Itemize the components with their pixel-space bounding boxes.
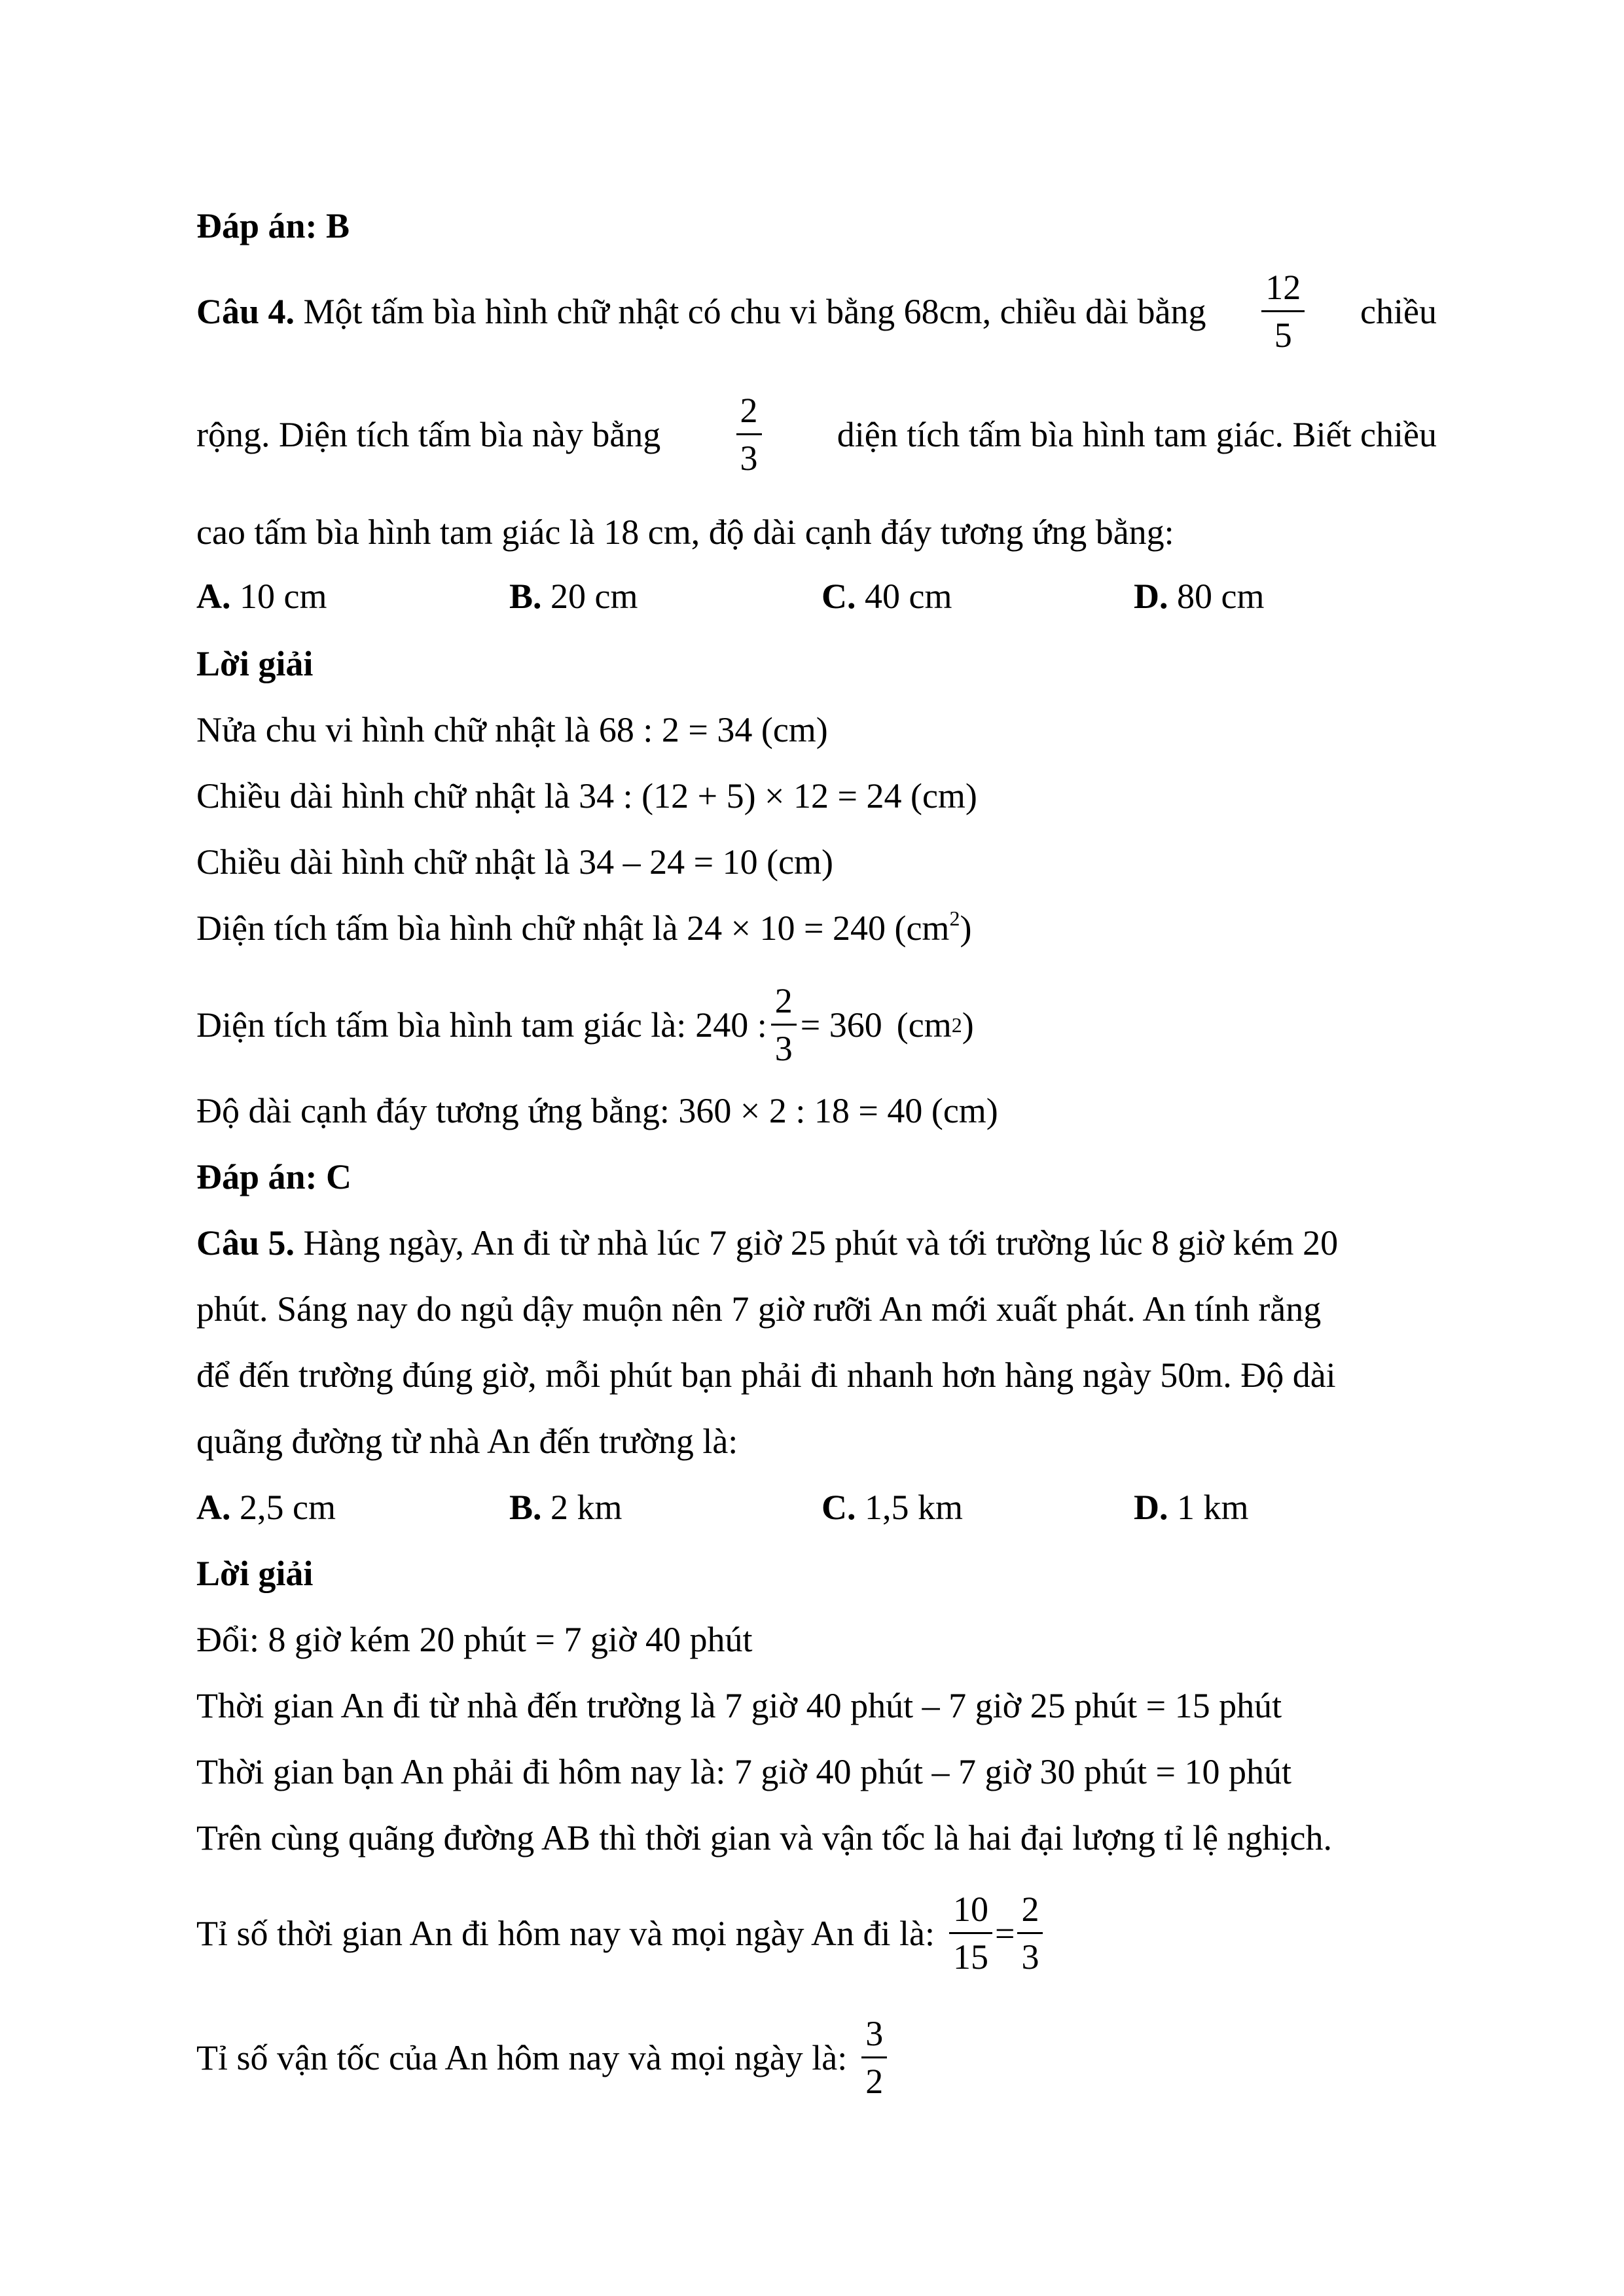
q5-solution-step-6: Tỉ số vận tốc của An hôm nay và mọi ngày là: $\frac{3}{2}$ [196, 2016, 896, 2099]
q4-option-b: B. 20 cm [509, 577, 638, 616]
q5-option-a: A. 2,5 cm [196, 1488, 336, 1527]
q4-option-c: C. 40 cm [821, 577, 952, 616]
q5-label: Câu 5. [196, 1223, 295, 1263]
q4-option-d: D. 80 cm [1134, 577, 1265, 616]
q5-options [196, 1490, 1440, 1529]
q4-label: Câu 4. [196, 291, 295, 331]
q5-line-3: để đến trường đúng giờ, mỗi phút bạn phải đi nhanh hơn hàng ngày 50m. Độ dài [196, 1355, 1336, 1395]
q5-option-c: C. 1,5 km [821, 1488, 964, 1527]
q5-solution-step-1: Đổi: 8 giờ kém 20 phút = 7 giờ 40 phút [196, 1620, 753, 1659]
q4-solution-step-2: Chiều dài hình chữ nhật là 34 : (12 + 5) × 12 = 24 (cm) [196, 776, 977, 816]
q4-solution-step-4: Diện tích tấm bìa hình chữ nhật là 24 × 10 = 240 $(cm^2)$ [196, 906, 972, 948]
q5-option-d: D. 1 km [1134, 1488, 1249, 1527]
q4-solution-step-1: Nửa chu vi hình chữ nhật là 68 : 2 = 34 (cm) [196, 710, 828, 749]
q4-options [196, 579, 1440, 618]
q4-answer: Đáp án: C [196, 1157, 352, 1196]
q4-text-2: rộng. Diện tích tấm bìa này bằng [196, 414, 661, 454]
q5-line-1 [196, 1225, 1437, 1261]
fraction-2-3: $\frac{2}{3}$ [736, 393, 762, 476]
q4-text-2-tail: diện tích tấm bìa hình tam giác. Biết chiều [837, 414, 1437, 454]
q5-option-b: B. 2 km [509, 1488, 623, 1527]
q5-solution-step-3: Thời gian bạn An phải đi hôm nay là: 7 giờ 40 phút – 7 giờ 30 phút = 10 phút [196, 1752, 1291, 1791]
q4-text-1-tail: chiều [1360, 291, 1437, 331]
fraction-3-2: $\frac{3}{2}$ [861, 2016, 887, 2099]
fraction-2-3-ratio: $\frac{2}{3}$ [1017, 1892, 1043, 1975]
q5-line-4: quãng đường từ nhà An đến trường là: [196, 1422, 738, 1461]
fraction-12-5: $\frac{12}{5}$ [1261, 270, 1305, 353]
q4-text-1: Một tấm bìa hình chữ nhật có chu vi bằng 68cm, chiều dài bằng [303, 291, 1206, 331]
q4-solution-step-5: Diện tích tấm bìa hình tam giác là: 240 : $\frac{2}{3}$ = 360 (cm 2 ) [196, 981, 974, 1068]
q5-solution-step-2: Thời gian An đi từ nhà đến trường là 7 giờ 40 phút – 7 giờ 25 phút = 15 phút [196, 1686, 1282, 1725]
q5-text-1: Hàng ngày, An đi từ nhà lúc 7 giờ 25 phút và tới trường lúc 8 giờ kém 20 [303, 1223, 1339, 1263]
q4-option-a: A. 10 cm [196, 577, 327, 616]
q5-solution-step-5: Tỉ số thời gian An đi hôm nay và mọi ngày An đi là: $\frac{10}{15}$ = $\frac{2}{3}$ [196, 1892, 1052, 1975]
q4-solution-step-6: Độ dài cạnh đáy tương ứng bằng: 360 × 2 : 18 = 40 (cm) [196, 1091, 998, 1130]
fraction-2-3-solution: $\frac{2}{3}$ [771, 983, 797, 1066]
q4-line-2 [196, 393, 1437, 476]
q4-solution-title: Lời giải [196, 644, 314, 683]
fraction-10-15: $\frac{10}{15}$ [949, 1892, 992, 1975]
q4-line-1 [196, 270, 1437, 353]
q4-line-3: cao tấm bìa hình tam giác là 18 cm, độ dài cạnh đáy tương ứng bằng: [196, 512, 1174, 552]
q4-solution-step-3: Chiều dài hình chữ nhật là 34 – 24 = 10 (cm) [196, 842, 834, 882]
q5-solution-step-4: Trên cùng quãng đường AB thì thời gian và vận tốc là hai đại lượng tỉ lệ nghịch. [196, 1818, 1332, 1857]
q5-line-2: phút. Sáng nay do ngủ dậy muộn nên 7 giờ rưỡi An mới xuất phát. An tính rằng [196, 1289, 1322, 1329]
q5-solution-title: Lời giải [196, 1554, 314, 1593]
previous-answer: Đáp án: B [196, 206, 350, 245]
